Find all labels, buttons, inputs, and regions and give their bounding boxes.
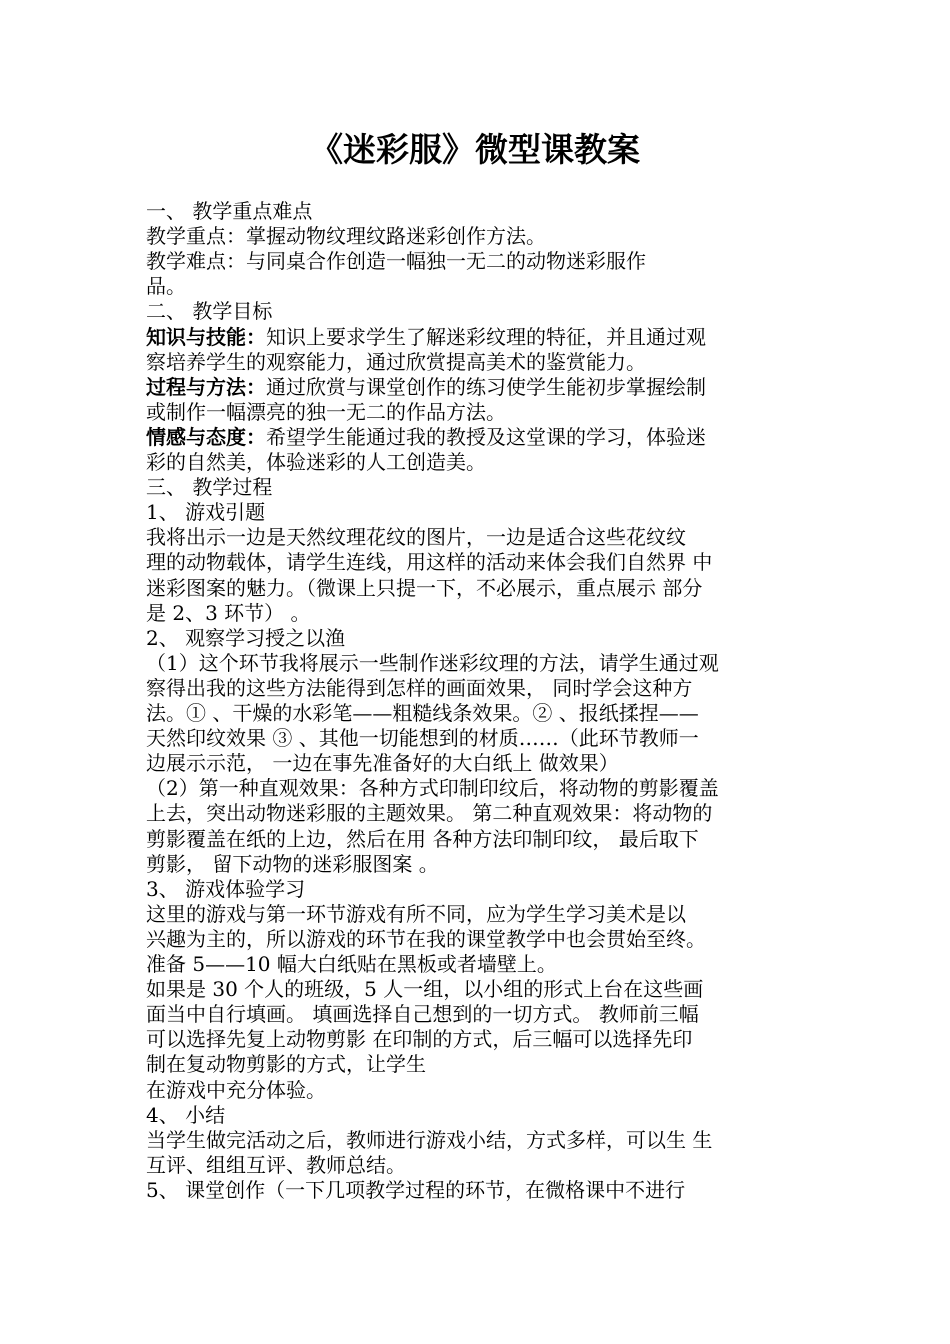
text-line: 面当中自行填画。 填画选择自己想到的一切方式。 教师前三幅 [146, 1002, 699, 1027]
text-line: 法。① 、干燥的水彩笔——粗糙线条效果。② 、报纸揉捏—— [146, 701, 699, 725]
text-line [146, 324, 706, 350]
text-line: 剪影覆盖在纸的上边，然后在用 各种方法印制印纹， 最后取下 [146, 826, 699, 851]
text-line: 准备 5——10 幅大白纸贴在黑板或者墙壁上。 [146, 952, 557, 976]
text-line: 互评、组组互评、教师总结。 [146, 1152, 406, 1177]
bold-label: 过程与方法： [146, 374, 266, 399]
text-line: 我将出示一边是天然纹理花纹的图片，一边是适合这些花纹纹 [146, 525, 686, 550]
text-line: 彩的自然美，体验迷彩的人工创造美。 [146, 450, 486, 474]
text-line: 1、 游戏引题 [146, 500, 266, 525]
text-line: 4、 小结 [146, 1102, 226, 1127]
text-line: 如果是 30 个人的班级，5 人一组，以小组的形式上台在这些画 [146, 977, 704, 1002]
text-line [146, 424, 706, 450]
text-line: 5、 课堂创作（一下几项教学过程的环节，在微格课中不进行 [146, 1177, 686, 1202]
text-line: 品。 [146, 274, 186, 299]
text-line: 当学生做完活动之后，教师进行游戏小结，方式多样，可以生 生 [146, 1127, 713, 1152]
line-text: 知识上要求学生了解迷彩纹理的特征，并且通过观 [266, 324, 706, 349]
text-line: 天然印纹效果 ③ 、其他一切能想到的材质……（此环节教师一 [146, 726, 699, 751]
text-line: 兴趣为主的，所以游戏的环节在我的课堂教学中也会贯始至终。 [146, 926, 706, 951]
text-line: 剪影， 留下动物的迷彩服图案 。 [146, 851, 439, 876]
text-line: 制在复动物剪影的方式，让学生 [146, 1052, 426, 1077]
text-line: 上去，突出动物迷彩服的主题效果。 第二种直观效果：将动物的 [146, 801, 713, 826]
text-line: 边展示示范， 一边在事先准备好的大白纸上 做效果） [146, 751, 619, 776]
text-line: 一、 教学重点难点 [146, 199, 313, 223]
text-line: 察培养学生的观察能力，通过欣赏提高美术的鉴赏能力。 [146, 349, 646, 374]
line-text: 希望学生能通过我的教授及这堂课的学习，体验迷 [266, 424, 706, 449]
text-line: 教学难点：与同桌合作创造一幅独一无二的动物迷彩服作 [146, 249, 646, 274]
text-line: （1）这个环节我将展示一些制作迷彩纹理的方法，请学生通过观 [146, 650, 719, 675]
text-line: 三、 教学过程 [146, 475, 273, 500]
text-line: 是 2、3 环节） 。 [146, 600, 311, 625]
text-line: 在游戏中充分体验。 [146, 1077, 326, 1102]
text-line [146, 374, 706, 400]
bold-label: 知识与技能： [146, 324, 266, 349]
text-line: 2、 观察学习授之以渔 [146, 625, 346, 650]
text-line: （2）第一种直观效果：各种方式印制印纹后，将动物的剪影覆盖 [146, 776, 719, 801]
text-line: 理的动物载体，请学生连线，用这样的活动来体会我们自然界 中 [146, 550, 713, 575]
text-line: 这里的游戏与第一环节游戏有所不同，应为学生学习美术是以 [146, 901, 686, 926]
document-title: 《迷彩服》微型课教案 [310, 130, 640, 169]
text-line: 或制作一幅漂亮的独一无二的作品方法。 [146, 399, 506, 424]
text-line: 可以选择先复上动物剪影 在印制的方式，后三幅可以选择先印 [146, 1027, 693, 1052]
text-line: 迷彩图案的魅力。（微课上只提一下，不必展示，重点展示 部分 [146, 575, 703, 600]
line-text: 通过欣赏与课堂创作的练习使学生能初步掌握绘制 [266, 374, 706, 399]
text-line: 教学重点：掌握动物纹理纹路迷彩创作方法。 [146, 224, 546, 249]
text-line: 察得出我的这些方法能得到怎样的画面效果， 同时学会这种方 [146, 675, 693, 700]
text-line: 3、 游戏体验学习 [146, 876, 306, 901]
text-line: 二、 教学目标 [146, 299, 273, 324]
bold-label: 情感与态度： [146, 424, 266, 449]
